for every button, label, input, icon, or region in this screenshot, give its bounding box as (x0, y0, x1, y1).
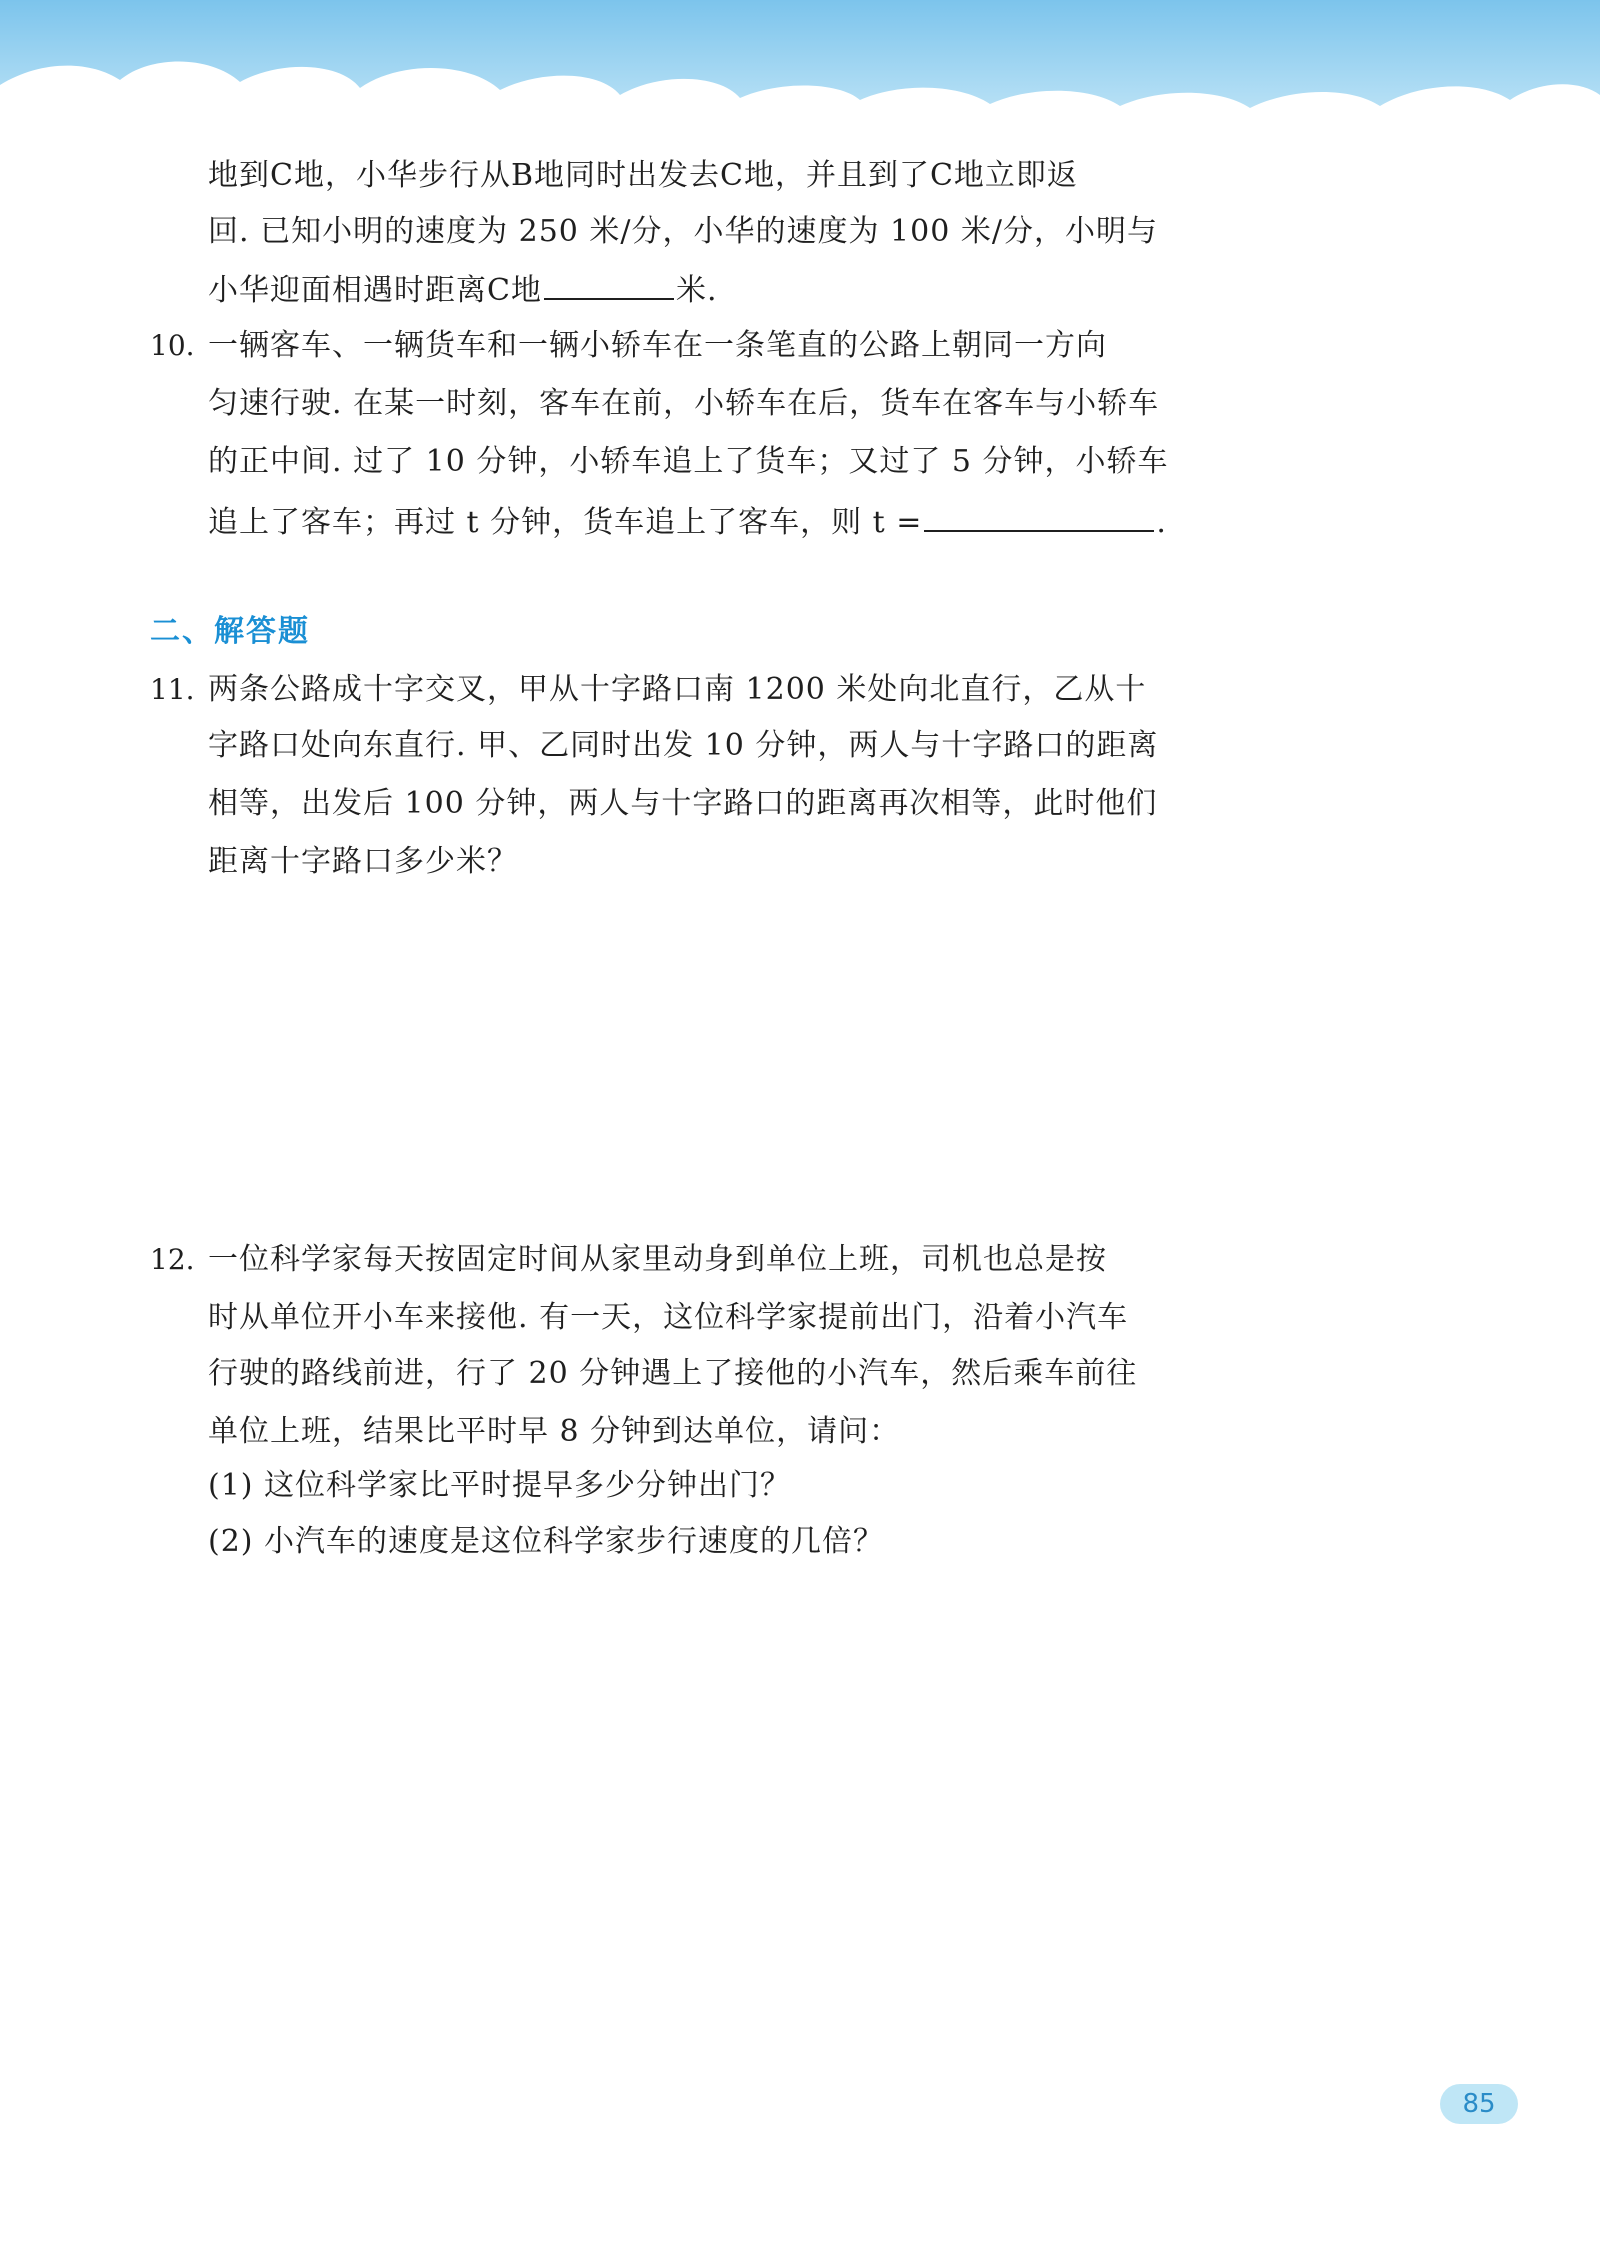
q9-line-3 (208, 268, 718, 311)
q10-line-2: 匀速行驶. 在某一时刻，客车在前，小轿车在后，货车在客车与小轿车 (208, 386, 1160, 421)
q11-line-1: 两条公路成十字交叉，甲从十字路口南 1200 米处向北直行，乙从十 (208, 672, 1147, 707)
q10-line-1: 一辆客车、一辆货车和一辆小轿车在一条笔直的公路上朝同一方向 (208, 328, 1107, 363)
q10-line-4-end: . (1156, 505, 1167, 540)
q10-number: 10. (150, 329, 195, 362)
sky-cloud-header (0, 0, 1600, 140)
q12-sub-question-2: (2) 小汽车的速度是这位科学家步行速度的几倍？ (208, 1524, 885, 1559)
q9-line-3-unit: 米. (675, 273, 718, 308)
page-number-badge: 85 (1440, 2084, 1518, 2124)
q12-line-4: 单位上班，结果比平时早 8 分钟到达单位，请问： (208, 1414, 901, 1449)
q9-line-3-text: 小华迎面相遇时距离C地 (208, 273, 542, 308)
q11-line-2: 字路口处向东直行. 甲、乙同时出发 10 分钟，两人与十字路口的距离 (208, 728, 1159, 763)
q12-number: 12. (150, 1243, 195, 1276)
q11-line-4: 距离十字路口多少米？ (208, 844, 518, 879)
q9-line-2: 回. 已知小明的速度为 250 米/分，小华的速度为 100 米/分，小明与 (208, 214, 1158, 249)
q12-line-2: 时从单位开小车来接他. 有一天，这位科学家提前出门，沿着小汽车 (208, 1300, 1129, 1335)
q11-number: 11. (150, 673, 195, 706)
q10-line-4-text: 追上了客车；再过 t 分钟，货车追上了客车，则 t = (208, 505, 923, 540)
q12-sub-question-1: (1) 这位科学家比平时提早多少分钟出门？ (208, 1468, 792, 1503)
q12-line-1: 一位科学家每天按固定时间从家里动身到单位上班，司机也总是按 (208, 1242, 1107, 1277)
q10-line-3: 的正中间. 过了 10 分钟，小轿车追上了货车；又过了 5 分钟，小轿车 (208, 444, 1169, 479)
q9-line-1: 地到C地，小华步行从B地同时出发去C地，并且到了C地立即返 (208, 158, 1078, 193)
q9-answer-blank (544, 268, 674, 300)
q11-line-3: 相等，出发后 100 分钟，两人与十字路口的距离再次相等，此时他们 (208, 786, 1158, 821)
q10-answer-blank (924, 500, 1154, 532)
q12-line-3: 行驶的路线前进，行了 20 分钟遇上了接他的小汽车，然后乘车前往 (208, 1356, 1138, 1391)
section-title: 二、解答题 (150, 614, 310, 649)
q10-line-4 (208, 500, 1167, 543)
